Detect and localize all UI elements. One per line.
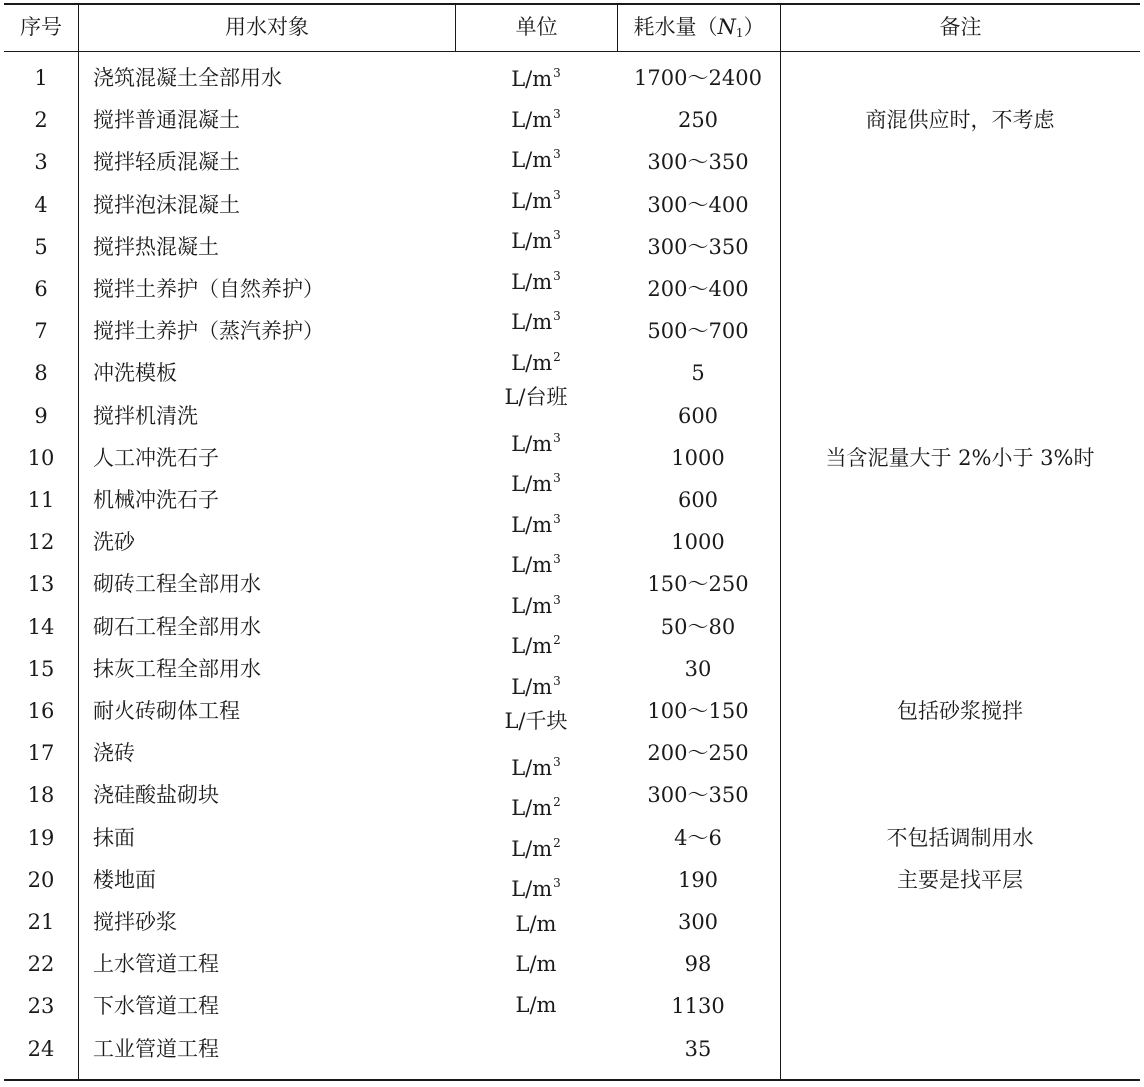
row-14-index: 14 — [27, 614, 55, 639]
row-23-object: 下水管道工程 — [93, 994, 219, 1019]
unit-exponent: 3 — [553, 592, 561, 607]
unit-base: L/m — [511, 107, 553, 132]
row-13-value: 150～250 — [647, 572, 749, 597]
row-1-index: 1 — [34, 66, 48, 90]
row-8-value: 5 — [691, 361, 705, 386]
row-7-object: 搅拌土养护（蒸汽养护） — [93, 319, 324, 344]
unit-exponent: 3 — [553, 187, 561, 202]
unit-base: L/m — [515, 992, 557, 1017]
unit-base: L/m — [511, 269, 553, 294]
row-17-value: 200～250 — [647, 741, 749, 766]
unit-3 — [455, 133, 617, 175]
row-21-index: 21 — [27, 910, 55, 934]
unit-10 — [455, 417, 617, 459]
header-consumption-prefix: 耗水量（ — [633, 15, 718, 39]
unit-14 — [455, 579, 617, 621]
row-18-object: 浇硅酸盐砌块 — [93, 783, 219, 808]
remark-5: 主要是找平层 — [897, 867, 1023, 892]
row-20-object: 楼地面 — [93, 867, 156, 892]
row-13-index: 13 — [27, 572, 55, 597]
row-9-object: 搅拌机清洗 — [93, 403, 198, 428]
unit-exponent: 3 — [553, 147, 561, 161]
header-remark: 备注 — [939, 15, 982, 39]
header-consumption-suffix: ） — [743, 15, 765, 39]
row-12-object: 洗砂 — [93, 530, 135, 555]
unit-exponent: 3 — [553, 876, 561, 890]
unit-base: L/m — [511, 593, 553, 618]
row-17-index: 17 — [27, 741, 55, 766]
unit-base: L/m — [511, 310, 553, 334]
unit-exponent: 3 — [553, 268, 561, 283]
unit-base: L/m — [511, 431, 553, 456]
unit-exponent: 3 — [553, 66, 561, 80]
unit-23 — [455, 943, 617, 985]
row-8-object: 冲洗模板 — [93, 361, 177, 386]
unit-exponent: 3 — [553, 511, 561, 526]
row-3-index: 3 — [34, 150, 48, 175]
row-2-index: 2 — [34, 108, 48, 133]
row-1-value: 1700～2400 — [634, 66, 762, 90]
row-11-object: 机械冲洗石子 — [93, 488, 219, 512]
bottom-rule — [4, 1079, 1140, 1081]
row-23-value: 1130 — [671, 994, 725, 1019]
unit-base: L/m — [511, 674, 553, 699]
unit-exponent: 2 — [553, 835, 561, 850]
header-index: 序号 — [20, 15, 62, 39]
row-15-value: 30 — [684, 656, 712, 681]
unit-2 — [455, 93, 617, 135]
unit-exponent: 3 — [553, 673, 561, 688]
row-4-object: 搅拌泡沫混凝土 — [93, 192, 240, 217]
unit-exponent: 2 — [553, 633, 561, 647]
unit-20 — [455, 822, 617, 864]
row-4-value: 300～400 — [647, 192, 749, 217]
row-18-value: 300～350 — [647, 783, 749, 808]
unit-base: L/m — [511, 229, 553, 253]
row-6-index: 6 — [34, 277, 48, 301]
unit-base: L/m — [515, 952, 557, 976]
header-consumption — [618, 3, 780, 51]
unit-4 — [455, 174, 617, 216]
row-17-object: 浇砖 — [93, 741, 135, 766]
unit-base: L/m — [511, 877, 553, 901]
remark-4: 不包括调制用水 — [886, 825, 1034, 850]
row-5-object: 搅拌热混凝土 — [93, 234, 219, 259]
row-22-value: 98 — [684, 952, 712, 977]
unit-exponent: 3 — [553, 552, 561, 566]
unit-16 — [455, 660, 617, 702]
unit-15 — [455, 619, 617, 661]
row-1-object: 浇筑混凝土全部用水 — [93, 66, 282, 90]
unit-base: L/台班 — [504, 385, 568, 409]
row-19-object: 抹面 — [93, 825, 135, 850]
row-7-value: 500～700 — [647, 319, 749, 344]
unit-base: L/m — [515, 911, 557, 936]
unit-19 — [455, 781, 617, 823]
unit-13 — [455, 538, 617, 580]
row-11-index: 11 — [27, 488, 55, 512]
unit-17 — [455, 700, 617, 742]
row-16-index: 16 — [27, 699, 55, 723]
row-16-value: 100～150 — [647, 699, 749, 723]
row-10-value: 1000 — [671, 445, 725, 470]
row-12-index: 12 — [27, 530, 55, 555]
row-11-value: 600 — [677, 488, 719, 512]
col-divider-4 — [780, 3, 781, 1081]
row-8-index: 8 — [34, 361, 48, 386]
unit-8 — [455, 336, 617, 378]
unit-base: L/m — [511, 472, 553, 496]
row-18-index: 18 — [27, 783, 55, 808]
header-consumption-subscript: 1 — [735, 26, 744, 40]
row-22-index: 22 — [27, 952, 55, 977]
remark-1: 商混供应时，不考虑 — [865, 108, 1055, 133]
unit-exponent: 3 — [553, 430, 561, 445]
row-3-value: 300～350 — [647, 150, 749, 175]
row-9-value: 600 — [677, 403, 719, 428]
water-consumption-table — [4, 3, 1140, 1081]
unit-base: L/m — [511, 188, 553, 213]
header-object: 用水对象 — [225, 15, 309, 39]
row-20-value: 190 — [677, 867, 719, 892]
row-19-index: 19 — [27, 825, 55, 850]
unit-7 — [455, 295, 617, 337]
unit-exponent: 3 — [553, 309, 561, 323]
row-6-object: 搅拌土养护（自然养护） — [93, 277, 324, 301]
header-unit: 单位 — [515, 15, 558, 39]
row-5-value: 300～350 — [647, 234, 749, 259]
row-13-object: 砌砖工程全部用水 — [93, 572, 261, 597]
unit-12 — [455, 498, 617, 540]
row-21-object: 搅拌砂浆 — [93, 910, 177, 934]
unit-22 — [455, 903, 617, 945]
row-24-value: 35 — [684, 1036, 712, 1061]
unit-base: L/m — [511, 796, 553, 820]
unit-21 — [455, 862, 617, 904]
row-15-index: 15 — [27, 656, 55, 681]
row-15-object: 抹灰工程全部用水 — [93, 656, 261, 681]
row-10-object: 人工冲洗石子 — [93, 445, 219, 470]
unit-base: L/m — [511, 553, 553, 577]
unit-exponent: 3 — [553, 471, 561, 485]
unit-exponent: 2 — [553, 349, 561, 364]
unit-base: L/m — [511, 148, 553, 172]
unit-base: L/m — [511, 350, 553, 375]
unit-base: L/m — [511, 836, 553, 861]
row-21-value: 300 — [677, 910, 719, 934]
row-12-value: 1000 — [671, 530, 725, 555]
unit-base: L/m — [511, 634, 553, 658]
unit-exponent: 3 — [553, 106, 561, 121]
unit-11 — [455, 457, 617, 499]
row-24-object: 工业管道工程 — [93, 1036, 219, 1061]
row-10-index: 10 — [27, 445, 55, 470]
row-2-value: 250 — [677, 108, 719, 133]
row-3-object: 搅拌轻质混凝土 — [93, 150, 240, 175]
unit-base: L/千块 — [504, 709, 568, 733]
unit-18 — [455, 741, 617, 783]
unit-6 — [455, 255, 617, 297]
row-4-index: 4 — [34, 192, 48, 217]
unit-9 — [455, 376, 617, 418]
unit-exponent: 3 — [553, 228, 561, 242]
unit-5 — [455, 214, 617, 256]
col-divider-1 — [78, 3, 79, 1081]
remark-2: 当含泥量大于 2%小于 3%时 — [825, 445, 1095, 470]
unit-24 — [455, 984, 617, 1026]
unit-base: L/m — [511, 755, 553, 780]
row-14-object: 砌石工程全部用水 — [93, 614, 261, 639]
row-7-index: 7 — [34, 319, 48, 344]
unit-base: L/m — [511, 67, 553, 91]
row-20-index: 20 — [27, 867, 55, 892]
row-14-value: 50～80 — [660, 614, 736, 639]
row-9-index: 9 — [34, 403, 48, 428]
row-23-index: 23 — [27, 994, 55, 1019]
row-24-index: 24 — [27, 1036, 55, 1061]
remark-3: 包括砂浆搅拌 — [897, 699, 1023, 723]
row-22-object: 上水管道工程 — [93, 952, 219, 977]
row-2-object: 搅拌普通混凝土 — [93, 108, 240, 133]
row-5-index: 5 — [34, 234, 48, 259]
header-consumption-symbol: N — [717, 15, 736, 39]
row-6-value: 200～400 — [647, 277, 749, 301]
row-19-value: 4～6 — [674, 825, 722, 850]
unit-base: L/m — [511, 512, 553, 537]
row-16-object: 耐火砖砌体工程 — [93, 699, 240, 723]
unit-1 — [455, 52, 617, 94]
unit-exponent: 3 — [553, 754, 561, 769]
unit-exponent: 2 — [553, 795, 561, 809]
